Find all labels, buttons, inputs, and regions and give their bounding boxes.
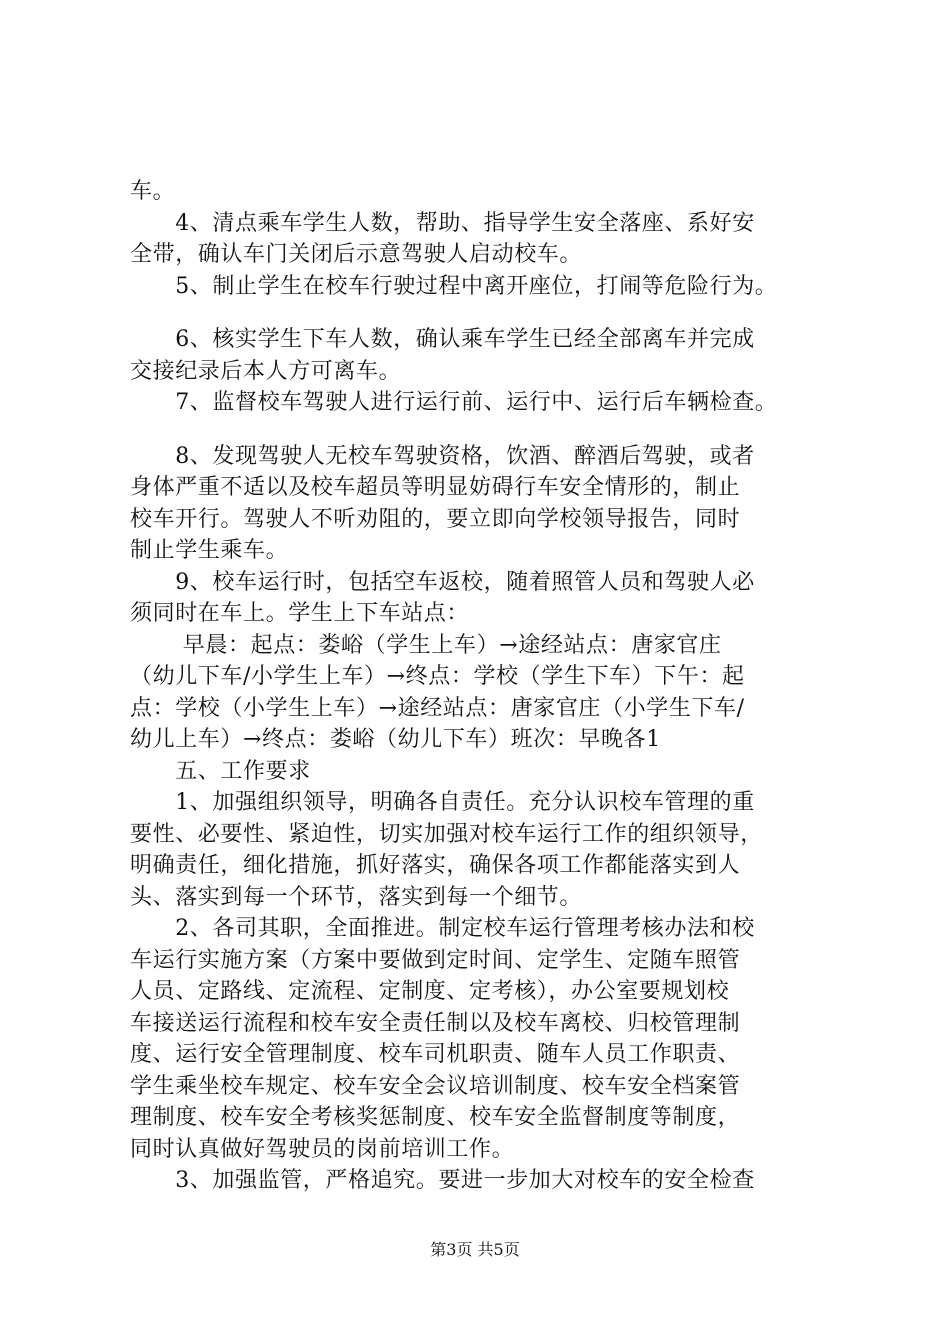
text-line: 身体严重不适以及校车超员等明显妨碍行车安全情形的，制止 [130, 475, 741, 500]
text-line: 2、各司其职，全面推进。制定校车运行管理考核办法和校 [130, 916, 755, 941]
text-line: 5、制止学生在校车行驶过程中离开座位，打闹等危险行为。 [130, 273, 778, 299]
text-line: 3、加强监管，严格追究。要进一步加大对校车的安全检查 [130, 1168, 755, 1193]
page-footer: 第3页 共5页 [430, 1240, 520, 1259]
text-line: 幼儿上车）→终点：娄峪（幼儿下车）班次：早晚各1 [130, 727, 661, 752]
paragraph-gap [130, 302, 842, 324]
text-line: 9、校车运行时，包括空车返校，随着照管人员和驾驶人必 [130, 569, 755, 595]
text-line: （幼儿下车/小学生上车）→终点：学校（学生下车）下午：起 [130, 664, 745, 689]
text-line: 7、监督校车驾驶人进行运行前、运行中、运行后车辆检查。 [130, 390, 778, 415]
text-line: 车运行实施方案（方案中要做到定时间、定学生、定随车照管 [130, 947, 741, 973]
text-line: 要性、必要性、紧迫性，切实加强对校车运行工作的组织领导， [130, 821, 763, 847]
text-line: 人员、定路线、定流程、定制度、定考核），办公室要规划校 [130, 979, 730, 1004]
text-line: 五、工作要求 [130, 758, 311, 784]
text-line: 头、落实到每一个环节，落实到每一个细节。 [130, 884, 583, 910]
document-body [130, 176, 842, 1197]
text-line: 4、清点乘车学生人数，帮助、指导学生安全落座、系好安 [130, 210, 755, 236]
text-line: 学生乘坐校车规定、校车安全会议培训制度、校车安全档案管 [130, 1073, 741, 1099]
text-line: 全带，确认车门关闭后示意驾驶人启动校车。 [130, 242, 583, 267]
text-line: 车。 [130, 179, 176, 204]
text-line: 8、发现驾驶人无校车驾驶资格，饮酒、醉酒后驾驶，或者 [130, 443, 755, 469]
text-line: 点：学校（小学生上车）→途经站点：唐家官庄（小学生下车/ [130, 695, 745, 721]
text-line: 制止学生乘车。 [130, 538, 289, 563]
text-line: 交接纪录后本人方可离车。 [130, 358, 402, 384]
text-line: 6、核实学生下车人数，确认乘车学生已经全部离车并完成 [130, 327, 755, 352]
text-line: 车接送运行流程和校车安全责任制以及校车离校、归校管理制 [130, 1010, 741, 1036]
text-line: 度、运行安全管理制度、校车司机职责、随车人员工作职责、 [130, 1042, 741, 1067]
text-line: 校车开行。驾驶人不听劝阻的，要立即向学校领导报告，同时 [130, 506, 741, 532]
text-line: 同时认真做好驾驶员的岗前培训工作。 [130, 1136, 515, 1162]
text-line: 理制度、校车安全考核奖惩制度、校车安全监督制度等制度， [130, 1105, 741, 1130]
text-line: 明确责任，细化措施，抓好落实，确保各项工作都能落实到人 [130, 853, 741, 878]
paragraph-gap [130, 419, 842, 441]
text-line: 早晨：起点：娄峪（学生上车）→途经站点：唐家官庄 [130, 632, 722, 658]
text-line: 须同时在车上。学生上下车站点： [130, 601, 470, 626]
text-line: 1、加强组织领导，明确各自责任。充分认识校车管理的重 [130, 790, 755, 815]
